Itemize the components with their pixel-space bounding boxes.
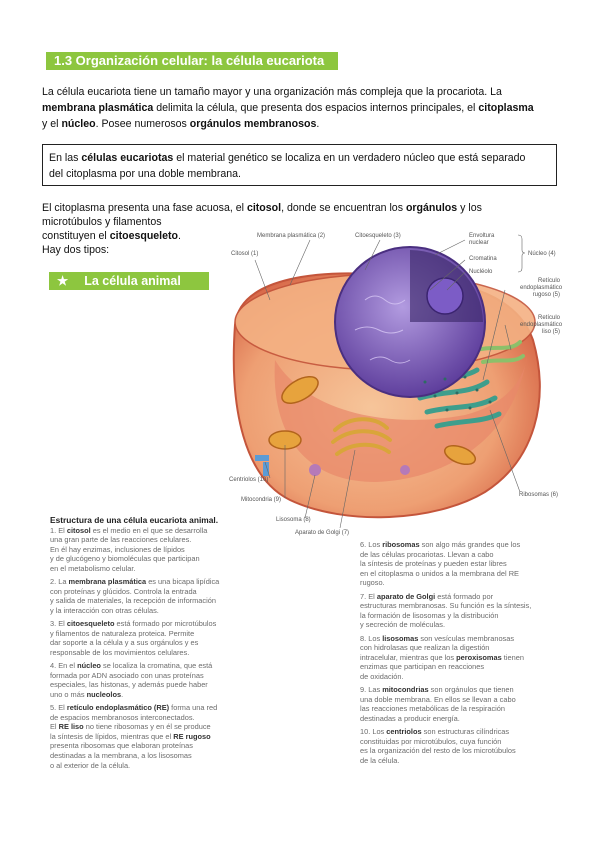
caption-left-column	[50, 516, 250, 774]
cytoplasm-paragraph: El citoplasma presenta una fase acuosa, el citosol, donde se encuentran los orgánulos y los microtúbulos y filamentos constituyen el citoesqueleto. Hay dos tipos:	[42, 202, 482, 256]
label-mitocondria: Mitocondria (9)	[241, 497, 282, 503]
centriole	[263, 462, 269, 476]
label-ret-liso: Retículo endoplasmático liso (5)	[520, 315, 563, 335]
caption-item-4: 4. En el núcleo se localiza la cromatina, que está formada por ADN asociado con unas proteínas especiales, las histonas, y además puede haber uno o más nucleolos.	[50, 661, 213, 699]
lysosome	[309, 464, 321, 476]
intro-paragraph	[42, 84, 562, 132]
caption-item-10: 10. Los centriolos son estructuras cilíndricas constituidas por microtúbulos, cuya función es la organización del resto de los microtúbulos de la célula.	[360, 727, 516, 765]
label-nucleolo: Nucléolo	[469, 269, 493, 275]
label-citosol: Citosol (1)	[231, 251, 259, 257]
star-icon: ★	[57, 274, 69, 288]
animal-cell-heading: ★ La célula animal	[49, 272, 209, 290]
caption-item-8: 8. Los lisosomas son vesículas membranosas con hidrolasas que realizan la digestión intracelular, mientras que los peroxisomas tienen enzimas que participan en reacciones de oxidación.	[360, 633, 524, 681]
caption-item-2: 2. La membrana plasmática es una bicapa lipídica con proteínas y glúcidos. Controla la entrada y salida de materiales, la recepción de información y la interacción con otras células.	[50, 577, 220, 615]
lysosome	[400, 465, 410, 475]
label-lisosoma: Lisosoma (8)	[276, 517, 311, 523]
caption-title: Estructura de una célula eucariota animal.	[50, 515, 219, 525]
caption-item-9: 9. Las mitocondrias son orgánulos que tienen una doble membrana. En ellos se llevan a cabo las reacciones metabólicas de la respiración destinadas a producir energía.	[360, 685, 516, 723]
label-ribosomas: Ribosomas (6)	[519, 492, 559, 498]
label-envoltura: Envoltura nuclear	[469, 233, 495, 246]
label-citoesqueleto: Citoesqueleto (3)	[355, 233, 401, 239]
caption-item-3: 3. El citoesqueleto está formado por microtúbulos y filamentos de naturaleza proteica. Permite dar soporte a la célula y a sus orgánulos y es responsable de los movimientos celulares.	[50, 619, 217, 657]
caption-item-7: 7. El aparato de Golgi está formado por estructuras membranosas. Su función es la síntesis, la formación de lisosomas y la distribución y secreción de moléculas.	[360, 591, 532, 630]
label-cromatina: Cromatina	[469, 256, 497, 262]
intro-line-3: y el núcleo. Posee numerosos orgánulos membranosos.	[42, 118, 320, 130]
label-ret-rugoso: Retículo endoplasmático rugoso (5)	[520, 278, 563, 298]
label-golgi: Aparato de Golgi (7)	[295, 530, 350, 536]
caption-item-5: 5. El retículo endoplasmático (RE) forma una red de espacios membranosos interconectados. El RE liso no tiene ribosomas y en él se produce la síntesis de lípidos, mientras que el RE rugoso presenta ribosomas que elaboran proteínas destinadas a la membrana, a los lisosomas o al exterior de la célula.	[50, 703, 218, 770]
caption-item-1: 1. El citosol es el medio en el que se desarrolla una gran parte de las reacciones celulares. En él hay enzimas, inclusiones de lípidos y de glucógeno y biomoléculas que participan en el metabolismo celular.	[50, 525, 208, 573]
label-nucleo: Núcleo (4)	[528, 251, 556, 257]
label-centriolos: Centriolos (10)	[229, 477, 269, 483]
label-membrana: Membrana plasmática (2)	[257, 233, 326, 239]
nucleolus	[427, 278, 463, 314]
caption-item-6: 6. Los ribosomas son algo más grandes que los de las células procariotas. Llevan a cabo la síntesis de proteínas y pueden estar libres en el citoplasma o unidos a la membrana del RE rugoso.	[360, 540, 521, 588]
animal-cell-illustration	[215, 230, 590, 535]
eukaryote-note-box: En las células eucariotas el material genético se localiza en un verdadero núcleo que está separado del citoplasma por una doble membrana.	[42, 144, 557, 186]
section-title: 1.3 Organización celular: la célula eucariota	[46, 52, 338, 70]
caption-right-column	[360, 540, 560, 769]
centriole	[255, 455, 269, 461]
intro-line-1: La célula eucariota tiene un tamaño mayor y una organización más compleja que la procariota. La	[42, 86, 502, 98]
intro-line-2: membrana plasmática delimita la célula, que presenta dos espacios internos principales, el citoplasma	[42, 102, 534, 114]
